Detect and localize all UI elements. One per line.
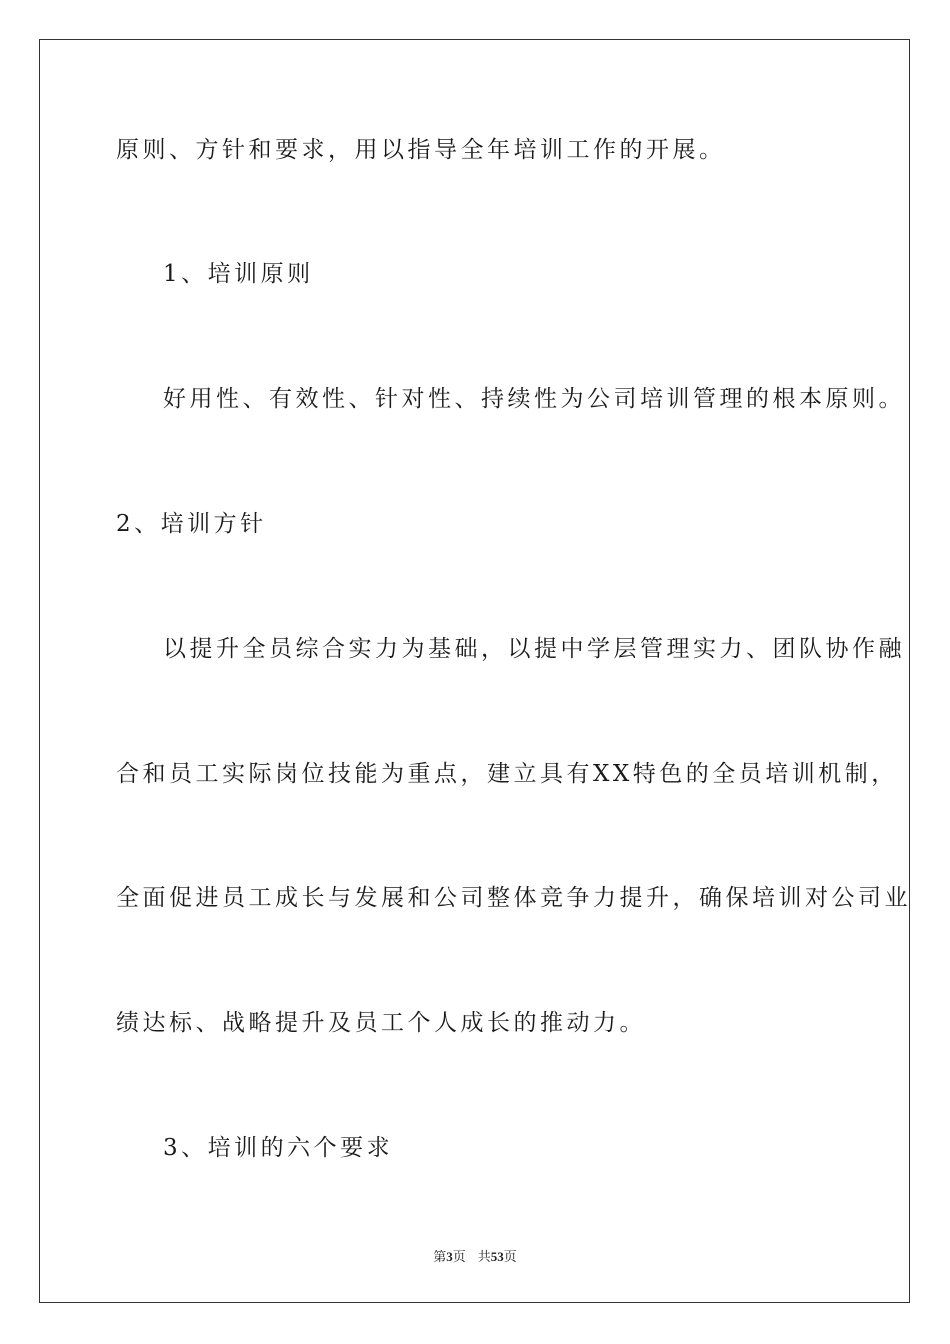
total-suffix: 页 [503, 1249, 517, 1264]
total-pages: 53 [490, 1249, 504, 1264]
page-prefix: 第 [433, 1249, 447, 1264]
section-heading-3: 3、培训的六个要求 [163, 1135, 394, 1161]
section-heading-1: 1、培训原则 [163, 261, 314, 287]
paragraph-line-3: 以提升全员综合实力为基础，以提中学层管理实力、团队协作融 [163, 636, 905, 662]
paragraph-line-6: 绩达标、战略提升及员工个人成长的推动力。 [116, 1010, 646, 1036]
page-suffix: 页 [452, 1249, 466, 1264]
paragraph-line-4: 合和员工实际岗位技能为重点，建立具有XX特色的全员培训机制， [116, 761, 898, 787]
total-prefix: 共 [477, 1249, 491, 1264]
paragraph-line-2: 好用性、有效性、针对性、持续性为公司培训管理的根本原则。 [163, 386, 905, 412]
paragraph-line-1: 原则、方针和要求，用以指导全年培训工作的开展。 [116, 137, 726, 163]
page-frame [39, 39, 910, 1303]
page-footer [0, 1246, 950, 1265]
paragraph-line-5: 全面促进员工成长与发展和公司整体竞争力提升，确保培训对公司业 [116, 885, 911, 911]
section-heading-2: 2、培训方针 [116, 511, 267, 537]
page-number: 3 [446, 1249, 453, 1264]
